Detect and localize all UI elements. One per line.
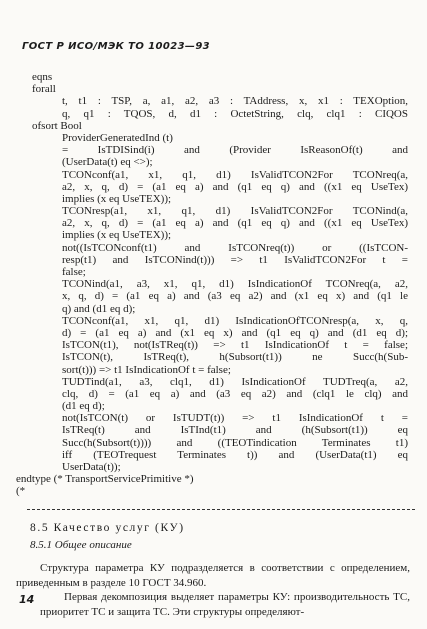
comment-divider <box>27 509 415 510</box>
code-line: endtype (* TransportServicePrimitive *) <box>16 473 194 486</box>
code-line: IsTCON(t1), not(IsTReq(t)) => t1 IsIndicationOf t = false; <box>62 339 408 352</box>
code-line: sort(t))) => t1 IsIndicationOf t = false; <box>62 363 231 376</box>
section-title: 8.5 Качество услуг (КУ) <box>30 522 185 534</box>
paragraph-1: Структура параметра КУ подразделяется в соответствии с определением, приведенным в разделе 10 ГОСТ 34.960. <box>16 562 410 589</box>
code-line: x, q, d) = (a1 eq a) and (a3 eq a2) and (x1 eq x) and (q1 le <box>62 290 408 303</box>
code-line: clq, d) = (a1 eq a) and (a3 eq a2) and (clq1 le clq) and <box>62 387 408 400</box>
paragraph-2: Первая декомпозиция выделяет параметры КУ: производительность ТС, приоритет ТС и защита ТС. Эти структуры определяют- <box>40 591 410 618</box>
code-line: not(IsTCON(t) or IsTUDT(t)) => t1 IsIndicationOf t = <box>62 412 408 425</box>
code-line: ofsort Bool <box>32 119 82 132</box>
page-number: 14 <box>19 593 35 606</box>
code-line: TCONresp(a1, x1, q1, d1) IsValidTCON2For TCONind(a, <box>62 205 408 218</box>
code-line: implies (x eq UseTEX)); <box>62 229 172 242</box>
code-line: IsTReq(t) and IsTInd(t1) and (h(Subsort(t1)) eq <box>62 424 408 437</box>
code-line: TCONconf(a1, x1, q1, d1) IsValidTCON2For TCONreq(a, <box>62 168 408 181</box>
page-header: ГОСТ Р ИСО/МЭК ТО 10023—93 <box>22 41 211 52</box>
code-line: iff (TEOTrequest Terminates t)) and (UserData(t1) eq <box>62 448 408 461</box>
code-line: q, q1 : TQOS, d, d1 : OctetString, clq, clq1 : CIQOS <box>62 107 408 120</box>
code-line: not((IsTCONconf(t1) and IsTCONreq(t)) or ((IsTCON- <box>62 241 408 254</box>
code-line: (d1 eq d); <box>62 400 105 413</box>
code-line: forall <box>32 83 56 96</box>
lotos-code-block <box>16 71 408 498</box>
code-line: (* <box>16 485 26 498</box>
code-line: IsTCON(t), IsTReq(t), h(Subsort(t1)) ne Succ(h(Sub- <box>62 351 408 364</box>
code-line: = IsTDISind(i) and (Provider IsReasonOf(t) and <box>62 144 408 157</box>
code-line: eqns <box>32 71 53 83</box>
code-line: (UserData(t) eq <>); <box>62 156 153 169</box>
code-line: implies (x eq UseTEX)); <box>62 192 172 205</box>
code-line: t, t1 : TSP, a, a1, a2, a3 : TAddress, x, x1 : TEXOption, <box>62 95 408 108</box>
code-line: UserData(t)); <box>62 461 121 473</box>
code-line: q) and (d1 eq d); <box>62 302 136 315</box>
code-line: Succ(h(Subsort(t)))) and ((TEOTindication Terminates t1) <box>62 436 408 449</box>
code-line: d) = (a1 eq a) and (x1 eq x) and (q1 eq q) and (d1 eq d); <box>62 326 408 339</box>
code-line: resp(t1) and IsTCONind(t))) => t1 IsValidTCON2For t = <box>62 253 408 266</box>
code-line: a2, x, q, d) = (a1 eq a) and (q1 eq q) and ((x1 eq UseTex) <box>62 180 408 193</box>
code-line: ProviderGeneratedInd (t) <box>62 131 173 144</box>
code-line: a2, x, q, d) = (a1 eq a) and (q1 eq q) and ((x1 eq UseTex) <box>62 217 408 230</box>
code-line: TCONind(a1, a3, x1, q1, d1) IsIndicationOf TCONreq(a, a2, <box>62 278 408 291</box>
subsection-title: 8.5.1 Общее описание <box>30 539 132 551</box>
code-line: TCONconf(a1, x1, q1, d1) IsIndicationOfTCONresp(a, x, q, <box>62 314 408 327</box>
code-line: false; <box>62 266 86 278</box>
code-line: TUDTind(a1, a3, clq1, d1) IsIndicationOf TUDTreq(a, a2, <box>62 375 408 388</box>
section-8-5 <box>30 522 410 556</box>
